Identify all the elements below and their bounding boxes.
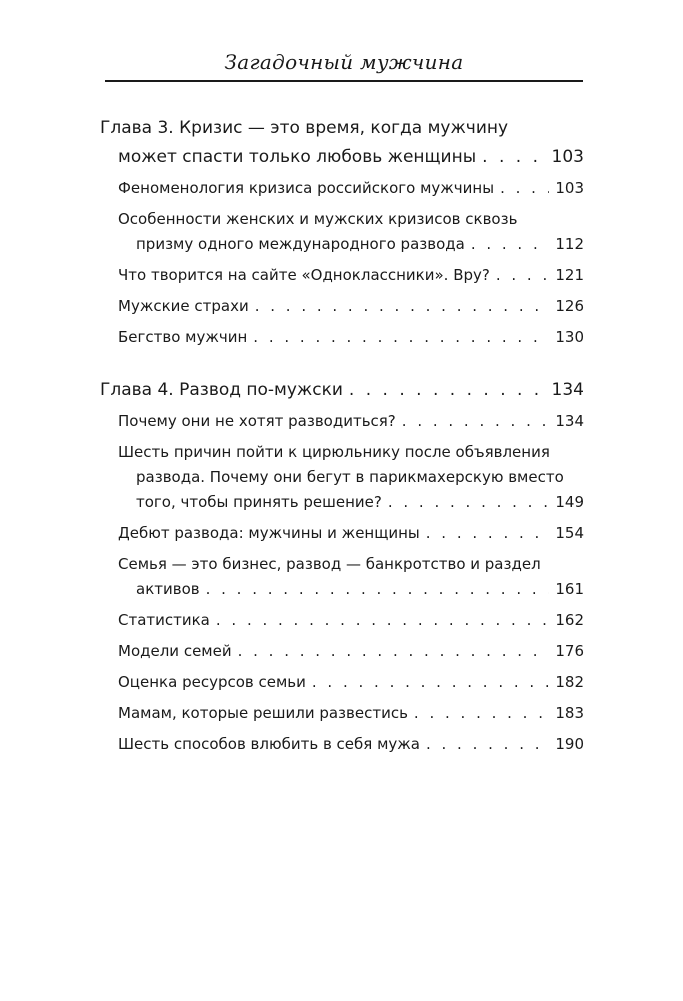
entry-title-line: Оценка ресурсов семьи (118, 673, 306, 691)
section-entry (118, 608, 584, 633)
dot-leader (388, 490, 550, 515)
dot-leader (312, 670, 549, 695)
entry-title-line: Дебют развода: мужчины и женщины (118, 524, 420, 542)
entry-title-line: Мамам, которые решили развестись (118, 704, 408, 722)
entry-title-line: Что творится на сайте «Одноклассники». Вру? (118, 266, 490, 284)
dot-leader (238, 639, 550, 664)
dot-leader (426, 521, 550, 546)
dot-leader (206, 577, 550, 602)
page-number: 126 (555, 297, 584, 315)
section-entry (118, 732, 584, 757)
entry-title-line: может спасти только любовь женщины (118, 147, 477, 167)
page-number: 161 (555, 580, 584, 598)
page-number: 103 (555, 179, 584, 197)
entry-title-line: Модели семей (118, 642, 232, 660)
entry-title-line: Особенности женских и мужских кризисов сквозь (118, 210, 518, 228)
chapter-entry (100, 376, 584, 405)
dot-leader (500, 176, 549, 201)
dot-leader (414, 701, 549, 726)
section-entry (118, 639, 584, 664)
dot-leader (253, 325, 549, 350)
running-head: Загадочный мужчина (224, 50, 464, 74)
entry-title-line: Феноменология кризиса российского мужчины (118, 179, 495, 197)
page-number: 130 (555, 328, 584, 346)
section-entry (118, 294, 584, 319)
entry-title-line: Шесть способов влюбить в себя мужа (118, 735, 420, 753)
entry-title-line: того, чтобы принять решение? (136, 493, 382, 511)
dot-leader (216, 608, 549, 633)
chapter-block (100, 376, 584, 757)
entry-title-line: Статистика (118, 611, 210, 629)
page-number: 134 (551, 380, 584, 400)
entry-title-line: призму одного международного развода (136, 235, 465, 253)
section-entry (118, 263, 584, 288)
section-entry (118, 176, 584, 201)
entry-title-line: развода. Почему они бегут в парикмахерскую вместо (136, 468, 564, 486)
page-number: 103 (551, 147, 584, 167)
entry-title-line: Глава 4. Развод по-мужски (100, 380, 343, 400)
page-number: 112 (555, 235, 584, 253)
section-entry (118, 207, 584, 257)
dot-leader (426, 732, 549, 757)
page-number: 176 (555, 642, 584, 660)
dot-leader (496, 263, 550, 288)
header-rule (105, 80, 583, 82)
section-entry (118, 409, 584, 434)
section-entry (118, 521, 584, 546)
chapter-entry (100, 114, 584, 172)
section-entry (118, 325, 584, 350)
entry-title-line: Почему они не хотят разводиться? (118, 412, 396, 430)
page-number: 162 (555, 611, 584, 629)
dot-leader (402, 409, 550, 434)
dot-leader (255, 294, 550, 319)
dot-leader (349, 376, 546, 405)
page-number: 183 (555, 704, 584, 722)
section-entry (118, 670, 584, 695)
entry-title-line: Мужские страхи (118, 297, 249, 315)
chapter-block (100, 114, 584, 350)
page-number: 134 (555, 412, 584, 430)
table-of-contents (100, 114, 584, 783)
page-number: 149 (555, 493, 584, 511)
dot-leader (471, 232, 550, 257)
entry-title-line: Глава 3. Кризис — это время, когда мужчину (100, 118, 509, 138)
page-number: 121 (555, 266, 584, 284)
entry-title-line: Шесть причин пойти к цирюльнику после объявления (118, 443, 550, 461)
page-number: 190 (555, 735, 584, 753)
section-entry (118, 552, 584, 602)
section-entry (118, 701, 584, 726)
entry-title-line: активов (136, 580, 200, 598)
page-number: 154 (555, 524, 584, 542)
page-number: 182 (555, 673, 584, 691)
entry-title-line: Бегство мужчин (118, 328, 248, 346)
section-entry (118, 440, 584, 515)
entry-title-line: Семья — это бизнес, развод — банкротство и раздел (118, 555, 541, 573)
dot-leader (482, 143, 545, 172)
